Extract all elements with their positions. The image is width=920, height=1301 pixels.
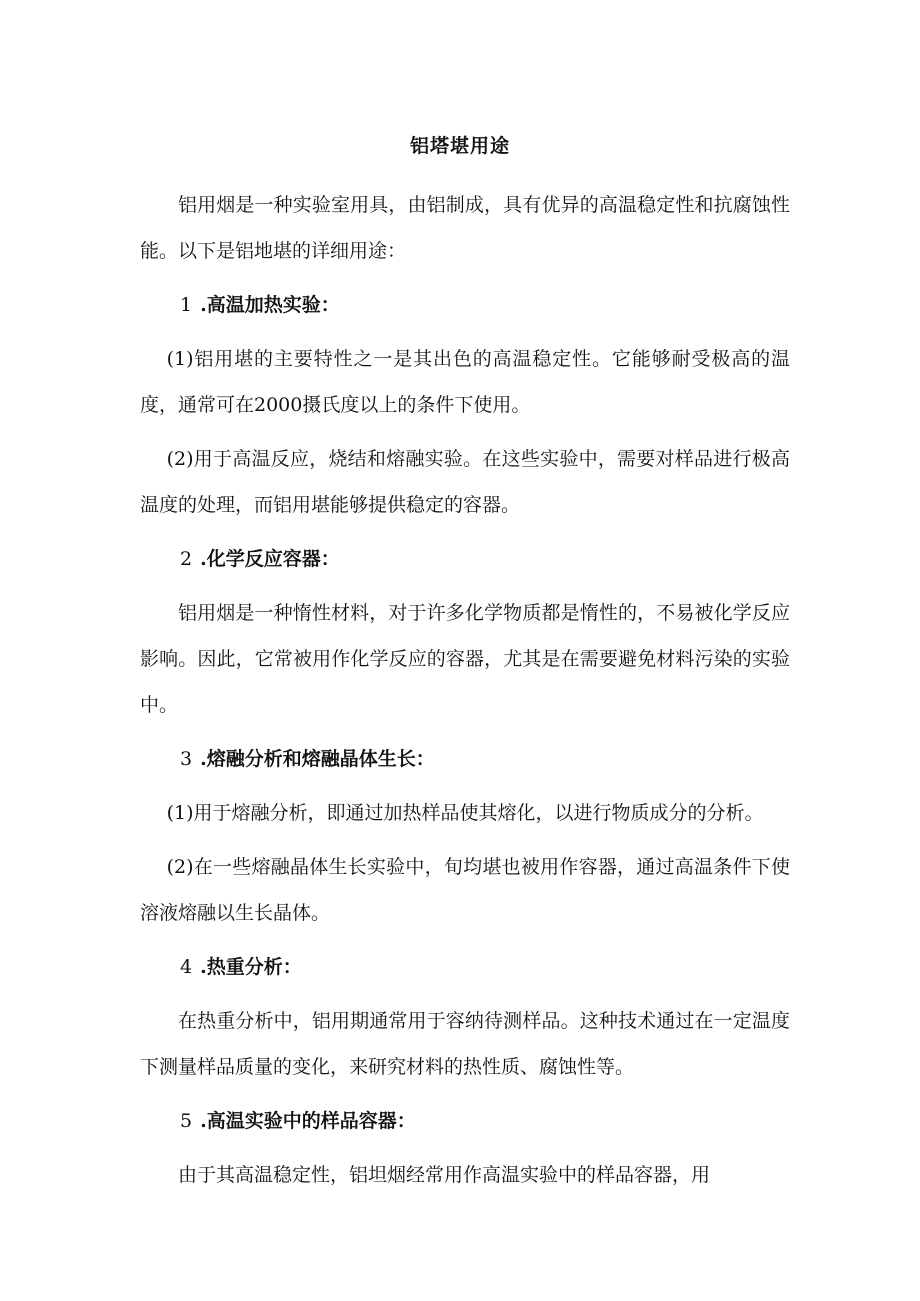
section-number: 1 xyxy=(180,294,193,316)
section-paragraph: 由于其高温稳定性，铝坦烟经常用作高温实验中的样品容器，用 xyxy=(178,1164,711,1186)
section-number: 5 xyxy=(180,1110,193,1132)
section-heading-5 xyxy=(140,1098,790,1144)
section-heading-text: .化学反应容器： xyxy=(200,548,340,570)
section-heading-4 xyxy=(140,944,790,990)
section-heading-2 xyxy=(140,536,790,582)
section-heading-text: .高温实验中的样品容器： xyxy=(200,1110,416,1132)
intro-paragraph: 铝用烟是一种实验室用具，由铝制成，具有优异的高温稳定性和抗腐蚀性能。以下是铝地堪的详细用途： xyxy=(140,194,790,262)
section-heading-text: .热重分析： xyxy=(200,956,302,978)
section-paragraph: (2)用于高温反应，烧结和熔融实验。在这些实验中，需要对样品进行极高温度的处理，而铝用堪能够提供稳定的容器。 xyxy=(140,448,790,516)
section-heading-text: .熔融分析和熔融晶体生长： xyxy=(200,748,435,770)
section-paragraph: (1)铝用堪的主要特性之一是其出色的高温稳定性。它能够耐受极高的温度，通常可在2000摄氏度以上的条件下使用。 xyxy=(140,348,790,416)
document-title: 铝塔堪用途 xyxy=(409,135,510,157)
section-number: 2 xyxy=(180,548,193,570)
document-body xyxy=(140,182,790,1206)
section-paragraph: 在热重分析中，铝用期通常用于容纳待测样品。这种技术通过在一定温度下测量样品质量的变化，来研究材料的热性质、腐蚀性等。 xyxy=(140,1010,790,1078)
section-paragraph: (1)用于熔融分析，即通过加热样品使其熔化，以进行物质成分的分析。 xyxy=(166,802,764,824)
section-paragraph: (2)在一些熔融晶体生长实验中，旬均堪也被用作容器，通过高温条件下使溶液熔融以生长晶体。 xyxy=(140,856,790,924)
section-heading-1 xyxy=(140,282,790,328)
section-heading-3 xyxy=(140,736,790,782)
section-number: 3 xyxy=(180,748,193,770)
section-heading-text: .高温加热实验： xyxy=(200,294,340,316)
section-number: 4 xyxy=(180,956,193,978)
section-paragraph: 铝用烟是一种惰性材料，对于许多化学物质都是惰性的，不易被化学反应影响。因此，它常被用作化学反应的容器，尤其是在需要避免材料污染的实验中。 xyxy=(140,602,790,716)
